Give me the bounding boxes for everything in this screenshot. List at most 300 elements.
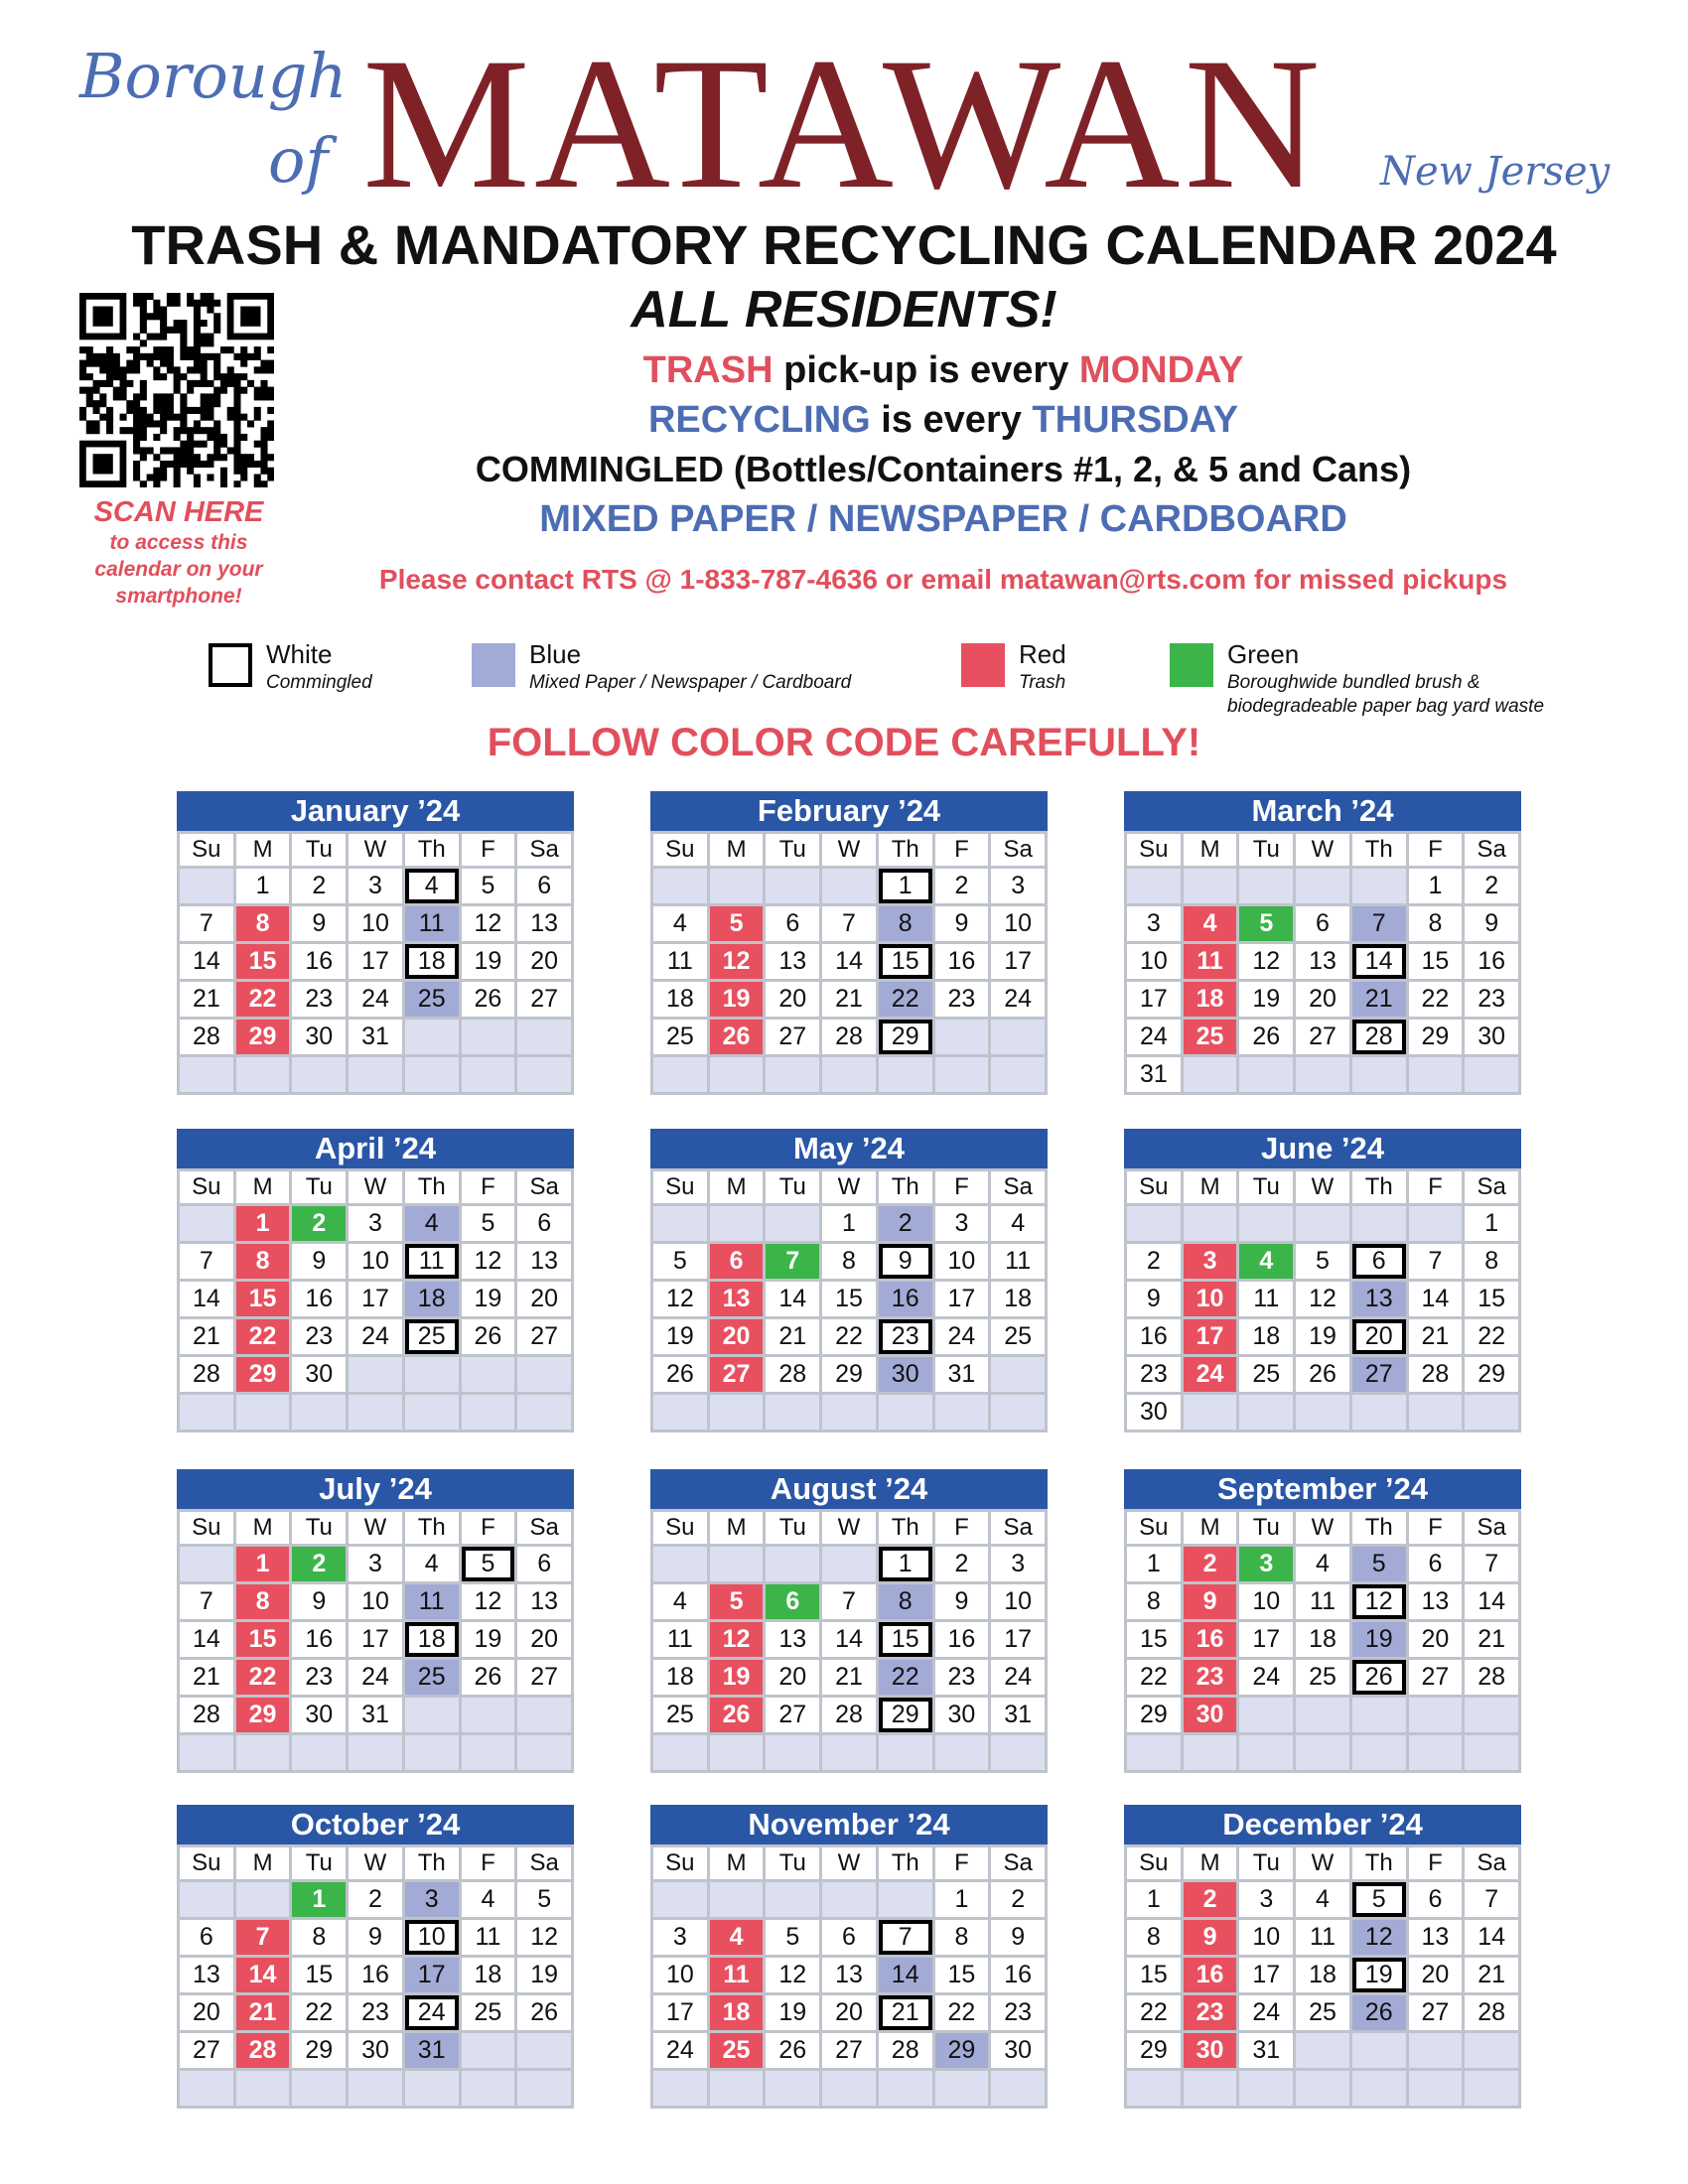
empty-day-cell [1127,2071,1181,2106]
weekday-header: W [1296,834,1349,866]
weekday-header: Sa [517,1847,571,1879]
day-cell: 28 [1465,1660,1518,1695]
day-cell: 11 [405,906,459,941]
day-cell: 30 [879,1357,932,1392]
day-cell: 8 [1409,906,1463,941]
day-cell: 30 [1127,1395,1181,1430]
qr-text-2: calendar on your [94,558,263,581]
weekday-header: Th [879,1847,932,1879]
empty-day-cell [1239,1395,1293,1430]
day-cell: 20 [1409,1958,1463,1992]
day-cell: 23 [1184,1660,1237,1695]
day-cell: 12 [1352,1584,1406,1619]
day-cell: 25 [1239,1357,1293,1392]
day-cell: 11 [710,1958,764,1992]
day-cell: 9 [1465,906,1518,941]
recycling-day: THURSDAY [1032,399,1239,441]
month-day-grid [177,1509,574,1773]
day-cell: 18 [653,982,707,1017]
day-cell: 21 [822,1660,876,1695]
weekday-header: Th [405,1171,459,1203]
empty-day-cell [517,1395,571,1430]
day-cell: 6 [517,1206,571,1241]
day-cell: 22 [935,1995,989,2030]
weekday-header: M [710,1171,764,1203]
day-cell: 14 [766,1282,819,1316]
empty-day-cell [405,1698,459,1732]
day-cell: 30 [1184,2033,1237,2068]
day-cell: 9 [292,1584,346,1619]
empty-day-cell [822,1882,876,1917]
day-cell: 23 [1465,982,1518,1017]
empty-day-cell [991,1357,1045,1392]
day-cell: 30 [1465,1020,1518,1054]
day-cell: 1 [1127,1547,1181,1581]
day-cell: 24 [1184,1357,1237,1392]
day-cell: 7 [822,906,876,941]
day-cell: 22 [292,1995,346,2030]
day-cell: 29 [1409,1020,1463,1054]
empty-day-cell [991,1057,1045,1092]
legend-white-desc: Commingled [266,672,372,693]
empty-day-cell [462,1057,515,1092]
day-cell: 18 [1296,1622,1349,1657]
empty-day-cell [822,869,876,903]
empty-day-cell [236,1735,290,1770]
day-cell: 23 [292,1319,346,1354]
empty-day-cell [653,1547,707,1581]
day-cell: 16 [1184,1958,1237,1992]
legend-white-swatch [209,643,252,687]
day-cell: 19 [462,1622,515,1657]
day-cell: 14 [180,1282,233,1316]
of-label: of [268,124,329,197]
month-day-grid [177,831,574,1095]
day-cell: 25 [991,1319,1045,1354]
day-cell: 11 [462,1920,515,1955]
month-title: May ’24 [650,1129,1048,1168]
day-cell: 3 [349,1206,402,1241]
weekday-header: Su [1127,1847,1181,1879]
month-day-grid [650,1168,1048,1433]
weekday-header: Su [180,834,233,866]
day-cell: 2 [349,1882,402,1917]
day-cell: 27 [710,1357,764,1392]
day-cell: 18 [405,1282,459,1316]
day-cell: 3 [1127,906,1181,941]
empty-day-cell [710,1206,764,1241]
day-cell: 19 [1296,1319,1349,1354]
empty-day-cell [1184,1206,1237,1241]
day-cell: 12 [710,1622,764,1657]
day-cell: 9 [292,1244,346,1279]
month-calendar [650,1805,1048,2109]
page-title: TRASH & MANDATORY RECYCLING CALENDAR 2024 [131,213,1557,276]
day-cell: 4 [653,906,707,941]
day-cell: 21 [180,1319,233,1354]
weekday-header: Su [180,1847,233,1879]
empty-day-cell [236,1395,290,1430]
day-cell: 27 [1409,1995,1463,2030]
empty-day-cell [1465,2071,1518,2106]
day-cell: 26 [766,2033,819,2068]
weekday-header: Sa [991,1847,1045,1879]
month-day-grid [650,831,1048,1095]
weekday-header: Tu [766,1847,819,1879]
day-cell: 11 [1239,1282,1293,1316]
day-cell: 26 [462,1319,515,1354]
day-cell: 24 [653,2033,707,2068]
day-cell: 16 [991,1958,1045,1992]
month-day-grid [1124,1844,1521,2109]
day-cell: 23 [292,1660,346,1695]
day-cell: 24 [1239,1660,1293,1695]
empty-day-cell [1352,1395,1406,1430]
day-cell: 25 [1184,1020,1237,1054]
day-cell: 14 [822,944,876,979]
day-cell: 24 [349,1660,402,1695]
day-cell: 2 [292,1547,346,1581]
weekday-header: Su [180,1171,233,1203]
day-cell: 31 [405,2033,459,2068]
qr-heading: SCAN HERE [93,496,264,528]
weekday-header: W [1296,1512,1349,1544]
day-cell: 18 [1296,1958,1349,1992]
weekday-header: Th [405,834,459,866]
day-cell: 9 [991,1920,1045,1955]
empty-day-cell [1296,1698,1349,1732]
day-cell: 3 [1239,1547,1293,1581]
day-cell: 28 [180,1020,233,1054]
empty-day-cell [653,1395,707,1430]
weekday-header: F [1409,1847,1463,1879]
day-cell: 31 [349,1020,402,1054]
empty-day-cell [180,2071,233,2106]
day-cell: 3 [349,869,402,903]
day-cell: 5 [710,1584,764,1619]
empty-day-cell [879,1057,932,1092]
empty-day-cell [822,1395,876,1430]
empty-day-cell [766,1735,819,1770]
month-calendar [650,1129,1048,1433]
day-cell: 26 [1352,1660,1406,1695]
day-cell: 1 [236,1206,290,1241]
weekday-header: Th [1352,1512,1406,1544]
day-cell: 17 [349,1622,402,1657]
month-day-grid [1124,1168,1521,1433]
weekday-header: W [349,1847,402,1879]
day-cell: 30 [935,1698,989,1732]
weekday-header: M [236,1171,290,1203]
weekday-header: F [935,1512,989,1544]
day-cell: 28 [822,1020,876,1054]
recycling-schedule [298,399,1589,442]
day-cell: 22 [1409,982,1463,1017]
day-cell: 4 [710,1920,764,1955]
empty-day-cell [405,1395,459,1430]
empty-day-cell [462,1020,515,1054]
weekday-header: Sa [1465,1171,1518,1203]
day-cell: 10 [991,1584,1045,1619]
day-cell: 25 [1296,1660,1349,1695]
empty-day-cell [710,1395,764,1430]
qr-code-icon[interactable] [79,293,274,487]
day-cell: 12 [462,1584,515,1619]
day-cell: 23 [292,982,346,1017]
day-cell: 9 [1184,1584,1237,1619]
day-cell: 5 [766,1920,819,1955]
day-cell: 13 [517,906,571,941]
day-cell: 19 [462,1282,515,1316]
day-cell: 1 [935,1882,989,1917]
day-cell: 17 [653,1995,707,2030]
day-cell: 25 [405,1660,459,1695]
day-cell: 11 [1296,1920,1349,1955]
day-cell: 5 [1296,1244,1349,1279]
day-cell: 17 [405,1958,459,1992]
empty-day-cell [822,1735,876,1770]
day-cell: 25 [1296,1995,1349,2030]
day-cell: 6 [1296,906,1349,941]
day-cell: 10 [1239,1920,1293,1955]
weekday-header: Tu [1239,1847,1293,1879]
day-cell: 28 [180,1357,233,1392]
legend-green-desc-2: biodegradeable paper bag yard waste [1227,696,1545,717]
day-cell: 4 [405,869,459,903]
month-calendar [1124,1469,1521,1773]
weekday-header: Sa [1465,834,1518,866]
contact-line: Please contact RTS @ 1-833-787-4636 or email matawan@rts.com for missed pickups [378,564,1508,595]
day-cell: 16 [879,1282,932,1316]
legend-blue-name: Blue [529,639,582,669]
weekday-header: M [1184,834,1237,866]
month-day-grid [1124,1509,1521,1773]
month-title: December ’24 [1124,1805,1521,1844]
empty-day-cell [292,1057,346,1092]
day-cell: 4 [1296,1882,1349,1917]
weekday-header: Tu [1239,834,1293,866]
day-cell: 6 [517,869,571,903]
month-calendar [177,1805,574,2109]
weekday-header: Sa [991,1512,1045,1544]
empty-day-cell [1296,869,1349,903]
empty-day-cell [1409,2071,1463,2106]
legend-green-name: Green [1227,639,1300,669]
day-cell: 30 [292,1357,346,1392]
empty-day-cell [517,1698,571,1732]
empty-day-cell [349,1057,402,1092]
weekday-header: Su [1127,834,1181,866]
day-cell: 5 [1352,1547,1406,1581]
weekday-header: Sa [517,1512,571,1544]
weekday-header: Th [879,1512,932,1544]
empty-day-cell [991,2071,1045,2106]
legend-red-swatch [961,643,1005,687]
weekday-header: Sa [517,834,571,866]
empty-day-cell [822,2071,876,2106]
day-cell: 3 [991,869,1045,903]
day-cell: 22 [236,1319,290,1354]
empty-day-cell [349,1395,402,1430]
day-cell: 19 [1239,982,1293,1017]
day-cell: 4 [405,1206,459,1241]
empty-day-cell [1127,1206,1181,1241]
month-calendar [650,791,1048,1095]
town-title: MATAWAN [362,20,1325,228]
state-label: New Jersey [1380,149,1611,195]
day-cell: 24 [991,982,1045,1017]
day-cell: 29 [935,2033,989,2068]
day-cell: 14 [1465,1584,1518,1619]
month-title: September ’24 [1124,1469,1521,1509]
day-cell: 5 [462,869,515,903]
weekday-header: W [822,1171,876,1203]
empty-day-cell [405,1735,459,1770]
day-cell: 8 [935,1920,989,1955]
day-cell: 31 [935,1357,989,1392]
day-cell: 19 [710,1660,764,1695]
day-cell: 29 [236,1020,290,1054]
empty-day-cell [1184,1057,1237,1092]
day-cell: 20 [517,944,571,979]
weekday-header: W [1296,1847,1349,1879]
day-cell: 29 [1127,2033,1181,2068]
day-cell: 15 [935,1958,989,1992]
day-cell: 17 [991,1622,1045,1657]
day-cell: 13 [710,1282,764,1316]
day-cell: 17 [349,1282,402,1316]
weekday-header: W [349,1512,402,1544]
empty-day-cell [1465,1735,1518,1770]
day-cell: 20 [766,1660,819,1695]
day-cell: 12 [766,1958,819,1992]
day-cell: 29 [292,2033,346,2068]
weekday-header: F [1409,1171,1463,1203]
weekday-header: Th [1352,1171,1406,1203]
day-cell: 29 [236,1698,290,1732]
day-cell: 25 [653,1698,707,1732]
month-calendar [1124,1129,1521,1433]
day-cell: 24 [349,982,402,1017]
audience-label: ALL RESIDENTS! [631,281,1057,339]
legend-red-desc: Trash [1019,672,1066,693]
empty-day-cell [1296,1057,1349,1092]
weekday-header: Sa [991,1171,1045,1203]
empty-day-cell [653,1735,707,1770]
day-cell: 2 [879,1206,932,1241]
day-cell: 13 [517,1244,571,1279]
empty-day-cell [1239,869,1293,903]
empty-day-cell [879,1735,932,1770]
empty-day-cell [1409,1395,1463,1430]
qr-caption [60,496,298,610]
day-cell: 15 [236,1282,290,1316]
empty-day-cell [1352,1698,1406,1732]
day-cell: 26 [710,1020,764,1054]
day-cell: 5 [710,906,764,941]
weekday-header: Su [180,1512,233,1544]
day-cell: 20 [710,1319,764,1354]
day-cell: 5 [462,1547,515,1581]
day-cell: 23 [935,982,989,1017]
day-cell: 21 [879,1995,932,2030]
day-cell: 24 [405,1995,459,2030]
day-cell: 16 [349,1958,402,1992]
day-cell: 3 [1184,1244,1237,1279]
empty-day-cell [236,1882,290,1917]
day-cell: 18 [1184,982,1237,1017]
empty-day-cell [766,869,819,903]
day-cell: 7 [766,1244,819,1279]
day-cell: 30 [292,1020,346,1054]
day-cell: 16 [935,1622,989,1657]
month-title: November ’24 [650,1805,1048,1844]
month-title: February ’24 [650,791,1048,831]
day-cell: 25 [653,1020,707,1054]
weekday-header: Sa [1465,1512,1518,1544]
weekday-header: Su [653,1847,707,1879]
day-cell: 5 [1239,906,1293,941]
day-cell: 8 [236,1584,290,1619]
weekday-header: W [349,1171,402,1203]
day-cell: 16 [292,1282,346,1316]
day-cell: 21 [1465,1958,1518,1992]
weekday-header: Th [1352,1847,1406,1879]
day-cell: 21 [766,1319,819,1354]
day-cell: 27 [822,2033,876,2068]
empty-day-cell [1465,2033,1518,2068]
day-cell: 2 [1465,869,1518,903]
empty-day-cell [349,1735,402,1770]
empty-day-cell [180,1206,233,1241]
day-cell: 20 [517,1282,571,1316]
empty-day-cell [292,1735,346,1770]
day-cell: 31 [1127,1057,1181,1092]
day-cell: 23 [935,1660,989,1695]
day-cell: 2 [292,869,346,903]
day-cell: 30 [349,2033,402,2068]
empty-day-cell [935,1020,989,1054]
empty-day-cell [1296,2071,1349,2106]
weekday-header: W [1296,1171,1349,1203]
day-cell: 19 [517,1958,571,1992]
weekday-header: M [710,834,764,866]
day-cell: 9 [1127,1282,1181,1316]
weekday-header: Tu [766,834,819,866]
day-cell: 15 [292,1958,346,1992]
empty-day-cell [766,1206,819,1241]
weekday-header: F [935,1171,989,1203]
empty-day-cell [517,2071,571,2106]
day-cell: 16 [1127,1319,1181,1354]
weekday-header: Th [405,1512,459,1544]
day-cell: 1 [822,1206,876,1241]
day-cell: 17 [991,944,1045,979]
day-cell: 13 [1352,1282,1406,1316]
empty-day-cell [517,2033,571,2068]
empty-day-cell [1127,869,1181,903]
day-cell: 28 [1352,1020,1406,1054]
paper-line: MIXED PAPER / NEWSPAPER / CARDBOARD [539,498,1347,540]
weekday-header: M [710,1512,764,1544]
month-calendar [177,1129,574,1433]
day-cell: 20 [766,982,819,1017]
empty-day-cell [1352,869,1406,903]
day-cell: 26 [462,1660,515,1695]
trash-mid: pick-up is every [773,349,1079,391]
day-cell: 10 [349,1584,402,1619]
legend-blue-swatch [472,643,515,687]
